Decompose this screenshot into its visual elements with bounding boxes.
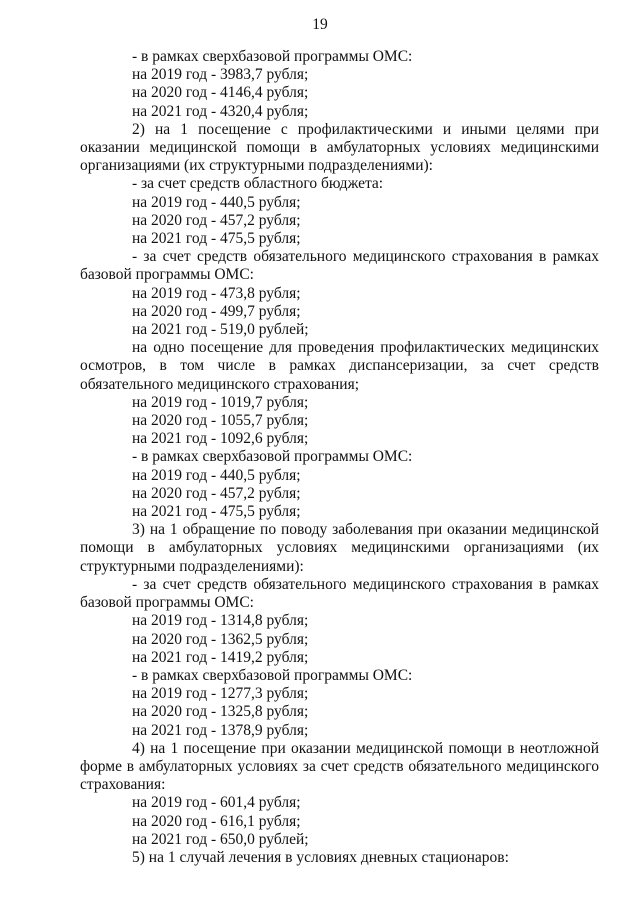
list-item: на 2021 год - 519,0 рублей; <box>132 321 309 339</box>
list-item: на 2019 год - 601,4 рубля; <box>132 794 301 812</box>
list-item: на 2021 год - 475,5 рубля; <box>132 230 301 248</box>
list-item: на 2020 год - 1325,8 рубля; <box>132 703 309 721</box>
list-item: на 2021 год - 1378,9 рубля; <box>132 721 309 739</box>
list-item: на 2021 год - 1419,2 рубля; <box>132 648 309 666</box>
paragraph: - за счет средств обязательного медицинского страхования в рамках базовой программы ОМС: <box>80 248 599 284</box>
list-item: - в рамках сверхбазовой программы ОМС: <box>132 666 413 684</box>
list-item: на 2020 год - 457,2 рубля; <box>132 484 301 502</box>
list-item: на 2021 год - 1092,6 рубля; <box>132 430 309 448</box>
list-item: на 2020 год - 457,2 рубля; <box>132 211 301 229</box>
list-item: - за счет средств областного бюджета: <box>132 175 384 193</box>
paragraph: - за счет средств обязательного медицинского страхования в рамках базовой программы ОМС: <box>80 575 599 612</box>
paragraph: 4) на 1 посещение при оказании медицинской помощи в неотложной форме в амбулаторных условиях за счет средств обязательного медицинского страхования: <box>80 739 599 794</box>
list-item: - в рамках сверхбазовой программы ОМС: <box>132 48 413 65</box>
document-body <box>80 48 599 867</box>
list-item: на 2019 год - 1277,3 рубля; <box>132 685 309 703</box>
list-item: на 2019 год - 440,5 рубля; <box>132 193 301 211</box>
list-item: на 2019 год - 1019,7 рубля; <box>132 393 309 411</box>
list-item: на 2020 год - 1362,5 рубля; <box>132 630 309 648</box>
list-item: на 2021 год - 475,5 рубля; <box>132 503 301 521</box>
list-item: на 2020 год - 616,1 рубля; <box>132 812 301 830</box>
list-item: на 2021 год - 4320,4 рубля; <box>132 102 309 120</box>
paragraph: на одно посещение для проведения профилактических медицинских осмотров, в том числе в рамках диспансеризации, за счет средств обязательного медицинского страхования; <box>80 339 599 393</box>
list-item: - в рамках сверхбазовой программы ОМС: <box>132 448 413 466</box>
page-number: 19 <box>312 16 328 33</box>
list-item: на 2019 год - 3983,7 рубля; <box>132 66 309 84</box>
list-item: на 2019 год - 440,5 рубля; <box>132 466 301 484</box>
list-item: на 2019 год - 1314,8 рубля; <box>132 612 309 630</box>
list-item: на 2020 год - 1055,7 рубля; <box>132 412 309 430</box>
paragraph: 2) на 1 посещение с профилактическими и иными целями при оказании медицинской помощи в амбулаторных условиях медицинскими организациями (их структурными подразделениями): <box>80 120 599 175</box>
list-item: на 2019 год - 473,8 рубля; <box>132 284 301 302</box>
list-item: на 2020 год - 499,7 рубля; <box>132 302 301 320</box>
paragraph: 3) на 1 обращение по поводу заболевания при оказании медицинской помощи в амбулаторных условиях медицинскими организациями (их структурными подразделениями): <box>80 521 599 575</box>
list-item: 5) на 1 случай лечения в условиях дневных стационаров: <box>132 848 509 866</box>
list-item: на 2020 год - 4146,4 рубля; <box>132 84 309 102</box>
list-item: на 2021 год - 650,0 рублей; <box>132 830 309 848</box>
